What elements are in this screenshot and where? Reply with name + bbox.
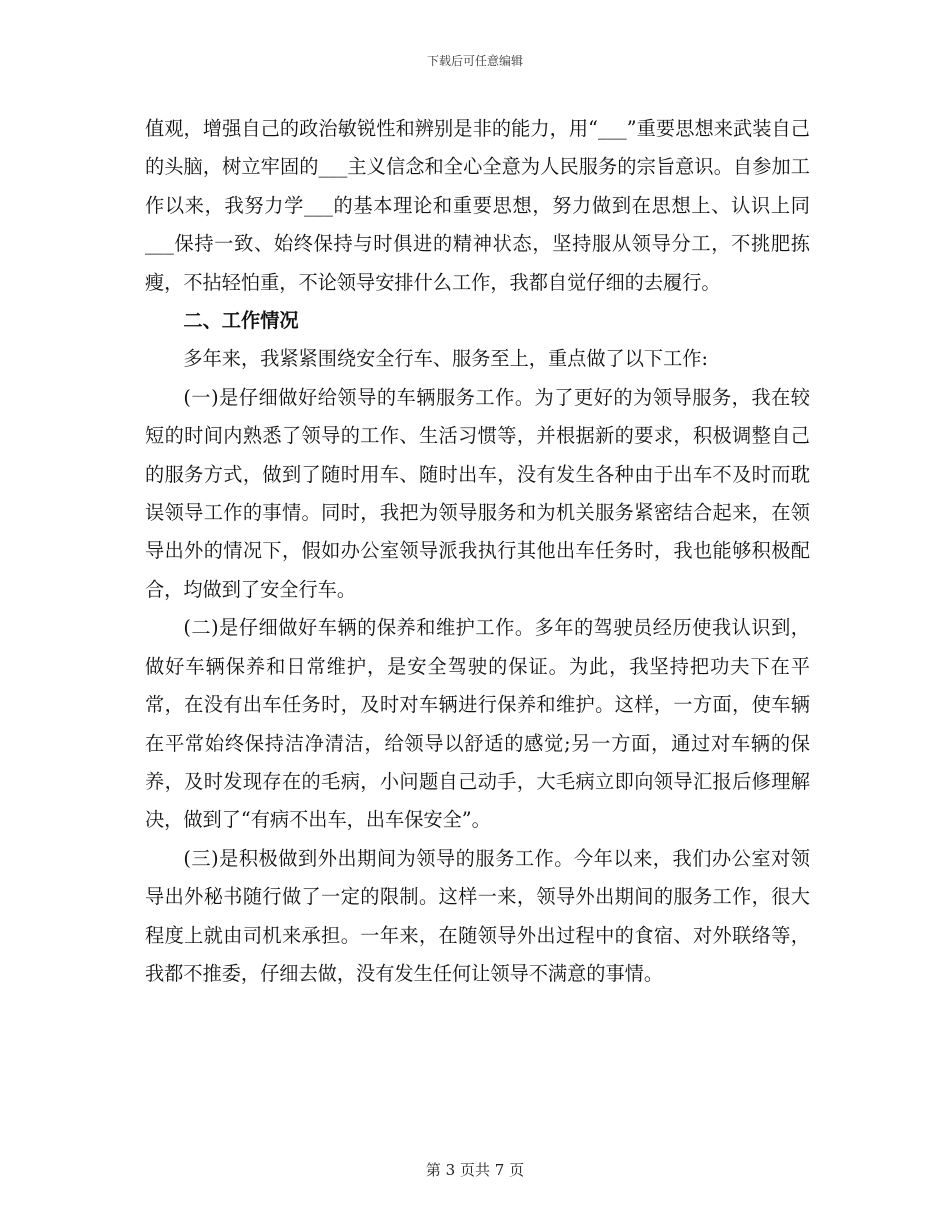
paragraph-item-3: (三)是积极做到外出期间为领导的服务工作。今年以来，我们办公室对领导出外秘书随行做了一定的限制。这样一来，领导外出期间的服务工作，很大程度上就由司机来承担。一年来，在随领导外出过程中的食宿、对外联络等，我都不推委，仔细去做，没有发生任何让领导不满意的事情。 bbox=[145, 846, 810, 985]
page-footer-number: 第 3 页共 7 页 bbox=[425, 1161, 525, 1179]
section-heading-work: 二、工作情况 bbox=[183, 309, 299, 333]
paragraph-item-2: (二)是仔细做好车辆的保养和维护工作。多年的驾驶员经历使我认识到，做好车辆保养和日常维护，是安全驾驶的保证。为此，我坚持把功夫下在平常，在没有出车任务时，及时对车辆进行保养和维护。这样，一方面，使车辆在平常始终保持洁净清洁，给领导以舒适的感觉;另一方面，通过对车辆的保养，及时发现存在的毛病，小问题自己动手，大毛病立即向领导汇报后修理解决，做到了“有病不出车，出车保安全”。 bbox=[145, 616, 810, 832]
paragraph-item-1: (一)是仔细做好给领导的车辆服务工作。为了更好的为领导服务，我在较短的时间内熟悉了领导的工作、生活习惯等，并根据新的要求，积极调整自己的服务方式，做到了随时用车、随时出车，没有发生各种由于出车不及时而耽误领导工作的事情。同时，我把为领导服务和为机关服务紧密结合起来，在领导出外的情况下，假如办公室领导派我执行其他出车任务时，我也能够积极配合，均做到了安全行车。 bbox=[145, 385, 810, 601]
document-body bbox=[145, 110, 810, 993]
paragraph-intro: 多年来，我紧紧围绕安全行车、服务至上，重点做了以下工作: bbox=[183, 347, 708, 371]
page-header-note: 下载后可任意编辑 bbox=[426, 54, 523, 68]
paragraph-values: 值观，增强自己的政治敏锐性和辨别是非的能力，用“___”重要思想来武装自己的头脑，树立牢固的___主义信念和全心全意为人民服务的宗旨意识。自参加工作以来，我努力学___的基本理论和重要思想，努力做到在思想上、认识上同___保持一致、始终保持与时俱进的精神状态，坚持服从领导分工，不挑肥拣瘦，不拈轻怕重，不论领导安排什么工作，我都自觉仔细的去履行。 bbox=[145, 117, 810, 294]
